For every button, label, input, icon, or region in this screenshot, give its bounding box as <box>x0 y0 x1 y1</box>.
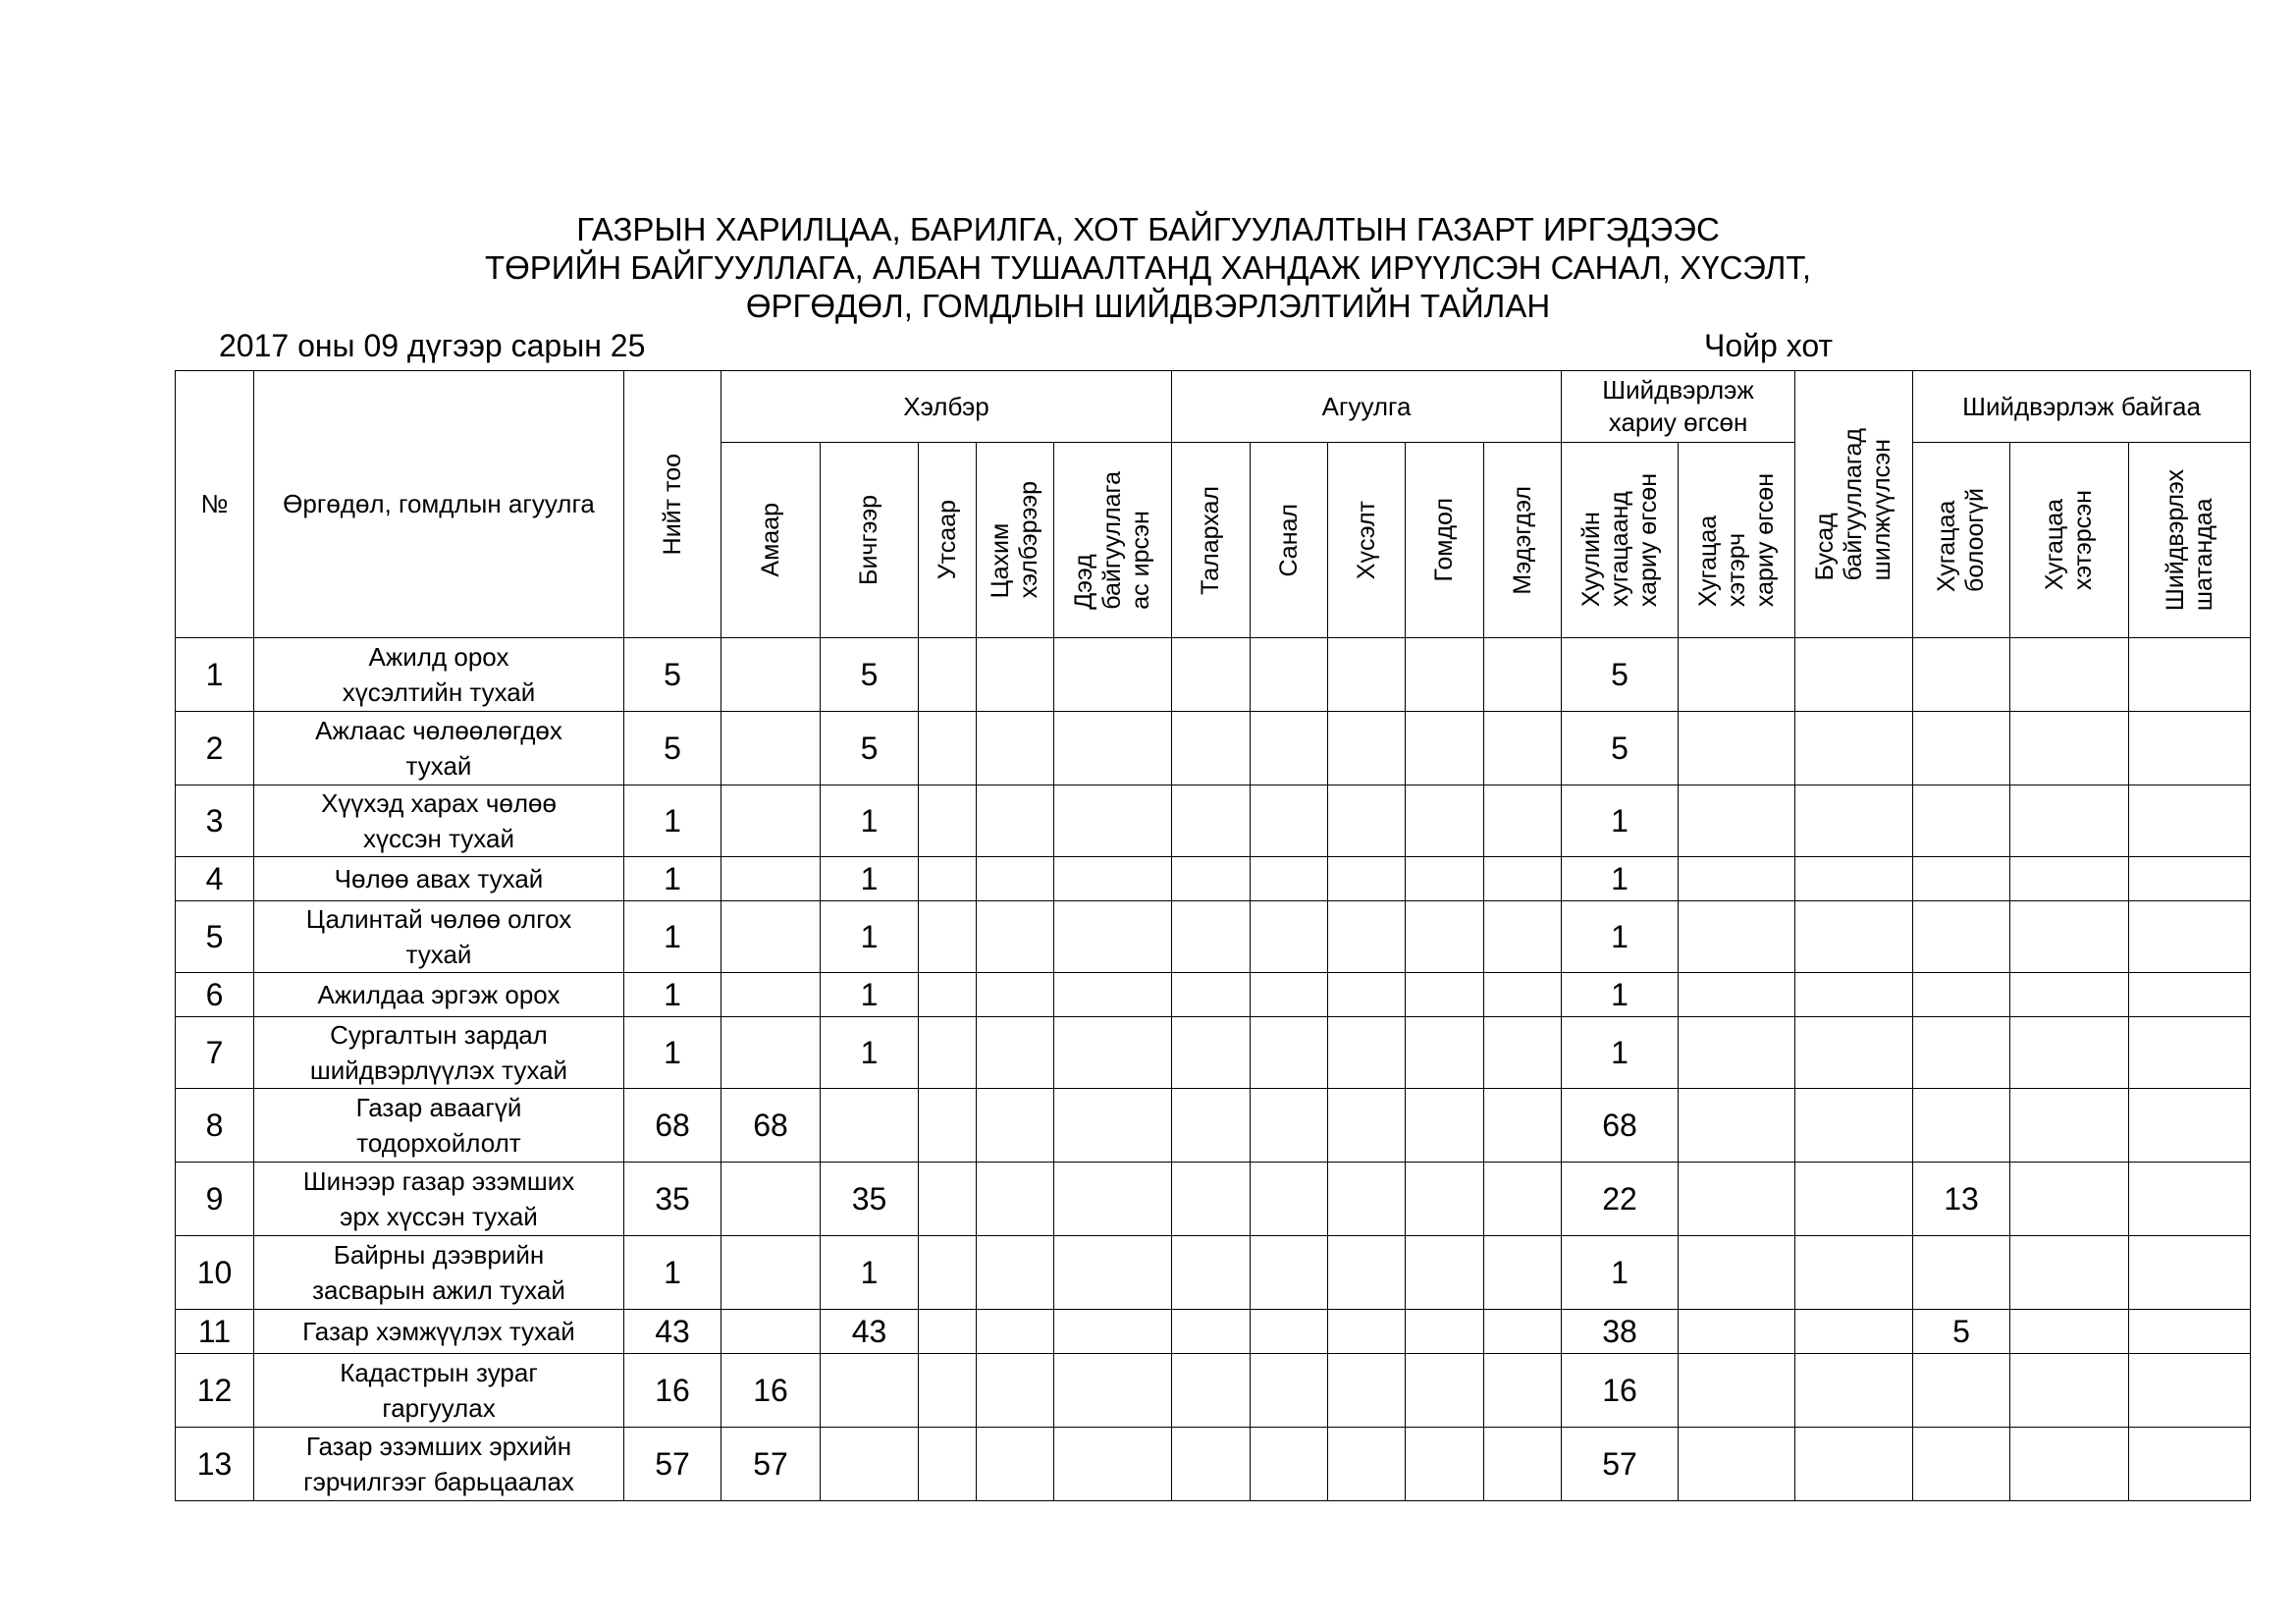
row-not-due: 13 <box>1913 1163 2010 1236</box>
table-row <box>176 785 2251 857</box>
empty-cell <box>1328 638 1406 712</box>
empty-cell <box>1251 712 1328 785</box>
header-resolved-group: Шийдвэрлэж хариу өгсөн <box>1562 371 1795 443</box>
empty-cell <box>919 1163 977 1236</box>
empty-cell <box>2129 1017 2251 1089</box>
empty-cell <box>1484 973 1562 1017</box>
empty-cell <box>1484 857 1562 901</box>
empty-cell <box>977 857 1054 901</box>
empty-cell <box>1172 712 1251 785</box>
row-description: Газар хэмжүүлэх тухай <box>254 1310 624 1354</box>
table-row <box>176 1017 2251 1089</box>
empty-cell <box>1054 1310 1172 1354</box>
header-form-group: Хэлбэр <box>721 371 1172 443</box>
header-total-label: Нийт тоо <box>658 453 686 556</box>
empty-cell <box>2010 1310 2129 1354</box>
empty-cell <box>1484 712 1562 785</box>
empty-cell <box>1172 1017 1251 1089</box>
empty-cell <box>1172 785 1251 857</box>
title-line-2: ТӨРИЙН БАЙГУУЛЛАГА, АЛБАН ТУШААЛТАНД ХАНДАЖ ИРҮҮЛСЭН САНАЛ, ХҮСЭЛТ, <box>484 249 1812 286</box>
empty-cell <box>2129 1089 2251 1163</box>
row-written: 1 <box>821 901 919 973</box>
empty-cell <box>1795 1017 1913 1089</box>
empty-cell <box>1172 901 1251 973</box>
empty-cell <box>1172 857 1251 901</box>
empty-cell <box>977 1089 1054 1163</box>
empty-cell <box>1484 901 1562 973</box>
row-oral <box>721 785 821 857</box>
empty-cell <box>1251 1354 1328 1428</box>
empty-cell <box>977 1163 1054 1236</box>
report-city: Чойр хот <box>1704 328 1834 363</box>
empty-cell <box>919 857 977 901</box>
empty-cell <box>1406 1236 1484 1310</box>
table-row <box>176 1310 2251 1354</box>
empty-cell <box>2129 1236 2251 1310</box>
table-row <box>176 1089 2251 1163</box>
empty-cell <box>1679 712 1795 785</box>
empty-cell <box>1406 1310 1484 1354</box>
empty-cell <box>2010 1089 2129 1163</box>
row-description: Цалинтай чөлөө олгох тухай <box>254 901 624 973</box>
row-oral <box>721 712 821 785</box>
row-number: 2 <box>176 712 254 785</box>
empty-cell <box>2129 1428 2251 1501</box>
row-on-time: 1 <box>1562 857 1679 901</box>
empty-cell <box>1406 1017 1484 1089</box>
empty-cell <box>1679 1428 1795 1501</box>
empty-cell <box>1054 1017 1172 1089</box>
header-content-group: Агуулга <box>1172 371 1562 443</box>
empty-cell <box>1795 1163 1913 1236</box>
empty-cell <box>1328 973 1406 1017</box>
empty-cell <box>1328 1428 1406 1501</box>
title-line-1: ГАЗРЫН ХАРИЛЦАА, БАРИЛГА, ХОТ БАЙГУУЛАЛТЫН ГАЗАРТ ИРГЭДЭЭС <box>576 211 1720 247</box>
empty-cell <box>977 1354 1054 1428</box>
empty-cell <box>977 712 1054 785</box>
empty-cell <box>1795 1089 1913 1163</box>
row-number: 5 <box>176 901 254 973</box>
empty-cell <box>919 712 977 785</box>
empty-cell <box>977 973 1054 1017</box>
row-total: 1 <box>624 857 721 901</box>
empty-cell <box>1795 638 1913 712</box>
empty-cell <box>1054 1163 1172 1236</box>
empty-cell <box>919 1310 977 1354</box>
empty-cell <box>1679 857 1795 901</box>
row-total: 1 <box>624 901 721 973</box>
row-total: 1 <box>624 1017 721 1089</box>
row-not-due: 5 <box>1913 1310 2010 1354</box>
row-not-due <box>1913 638 2010 712</box>
row-on-time: 1 <box>1562 901 1679 973</box>
empty-cell <box>1679 973 1795 1017</box>
row-number: 9 <box>176 1163 254 1236</box>
empty-cell <box>1795 1428 1913 1501</box>
empty-cell <box>1251 973 1328 1017</box>
row-written <box>821 1354 919 1428</box>
empty-cell <box>2010 857 2129 901</box>
row-not-due <box>1913 1428 2010 1501</box>
empty-cell <box>1484 785 1562 857</box>
header-total <box>624 371 721 638</box>
empty-cell <box>2129 638 2251 712</box>
row-number: 1 <box>176 638 254 712</box>
empty-cell <box>2010 1428 2129 1501</box>
row-total: 5 <box>624 712 721 785</box>
row-on-time: 38 <box>1562 1310 1679 1354</box>
empty-cell <box>1251 857 1328 901</box>
row-written: 5 <box>821 638 919 712</box>
empty-cell <box>2010 973 2129 1017</box>
header-electronic: Цахим хэлбэрээр <box>977 443 1054 638</box>
table-row <box>176 1428 2251 1501</box>
empty-cell <box>1679 901 1795 973</box>
empty-cell <box>1328 1089 1406 1163</box>
row-on-time: 1 <box>1562 973 1679 1017</box>
table-row <box>176 973 2251 1017</box>
empty-cell <box>1484 1017 1562 1089</box>
header-proposal: Санал <box>1251 443 1328 638</box>
empty-cell <box>1054 973 1172 1017</box>
row-not-due <box>1913 1236 2010 1310</box>
row-total: 68 <box>624 1089 721 1163</box>
header-not-due: Хугацаа болоогүй <box>1913 443 2010 638</box>
table-row <box>176 1163 2251 1236</box>
row-not-due <box>1913 1017 2010 1089</box>
empty-cell <box>2010 1017 2129 1089</box>
empty-cell <box>1406 1163 1484 1236</box>
table-row <box>176 1354 2251 1428</box>
row-written: 1 <box>821 1017 919 1089</box>
row-on-time: 68 <box>1562 1089 1679 1163</box>
header-transferred-label: Бусад байгууллагад шилжүүлсэн <box>1811 427 1896 581</box>
empty-cell <box>1679 638 1795 712</box>
empty-cell <box>2010 1163 2129 1236</box>
empty-cell <box>919 901 977 973</box>
row-description: Ажлаас чөлөөлөгдөх тухай <box>254 712 624 785</box>
empty-cell <box>1406 785 1484 857</box>
row-number: 4 <box>176 857 254 901</box>
empty-cell <box>1251 901 1328 973</box>
row-not-due <box>1913 712 2010 785</box>
empty-cell <box>1172 1428 1251 1501</box>
empty-cell <box>977 638 1054 712</box>
empty-cell <box>1054 1354 1172 1428</box>
row-total: 1 <box>624 1236 721 1310</box>
empty-cell <box>977 1310 1054 1354</box>
empty-cell <box>2129 901 2251 973</box>
row-total: 5 <box>624 638 721 712</box>
empty-cell <box>1251 1428 1328 1501</box>
header-higher-org: Дээд байгууллага ас ирсэн <box>1054 443 1172 638</box>
row-number: 12 <box>176 1354 254 1428</box>
row-on-time: 5 <box>1562 638 1679 712</box>
row-description: Газар аваагүй тодорхойлолт <box>254 1089 624 1163</box>
header-complaint: Гомдол <box>1406 443 1484 638</box>
empty-cell <box>1251 1017 1328 1089</box>
empty-cell <box>1054 1236 1172 1310</box>
header-content: Өргөдөл, гомдлын агуулга <box>254 371 624 638</box>
empty-cell <box>2129 1354 2251 1428</box>
empty-cell <box>1484 1428 1562 1501</box>
empty-cell <box>1795 712 1913 785</box>
header-notice: Мэдэгдэл <box>1484 443 1562 638</box>
row-description: Ажилд орох хүсэлтийн тухай <box>254 638 624 712</box>
empty-cell <box>1328 1017 1406 1089</box>
row-not-due <box>1913 1354 2010 1428</box>
row-number: 11 <box>176 1310 254 1354</box>
row-not-due <box>1913 785 2010 857</box>
row-written: 1 <box>821 973 919 1017</box>
row-number: 10 <box>176 1236 254 1310</box>
empty-cell <box>919 1089 977 1163</box>
empty-cell <box>1679 785 1795 857</box>
empty-cell <box>1484 1163 1562 1236</box>
row-total: 16 <box>624 1354 721 1428</box>
empty-cell <box>1251 638 1328 712</box>
row-oral: 16 <box>721 1354 821 1428</box>
empty-cell <box>977 785 1054 857</box>
empty-cell <box>919 1017 977 1089</box>
empty-cell <box>1406 638 1484 712</box>
empty-cell <box>2129 857 2251 901</box>
empty-cell <box>1054 638 1172 712</box>
empty-cell <box>1406 857 1484 901</box>
empty-cell <box>1054 785 1172 857</box>
row-on-time: 57 <box>1562 1428 1679 1501</box>
header-overdue-answered: Хугацаа хэтэрч хариу өгсөн <box>1679 443 1795 638</box>
empty-cell <box>1679 1163 1795 1236</box>
row-description: Байрны дээврийн засварын ажил тухай <box>254 1236 624 1310</box>
table-row <box>176 1236 2251 1310</box>
row-oral <box>721 857 821 901</box>
empty-cell <box>2010 638 2129 712</box>
empty-cell <box>1328 1354 1406 1428</box>
empty-cell <box>919 1354 977 1428</box>
header-in-progress: Шийдвэрлэх шатандаа <box>2129 443 2251 638</box>
empty-cell <box>2129 712 2251 785</box>
row-written: 1 <box>821 1236 919 1310</box>
empty-cell <box>1172 1310 1251 1354</box>
row-on-time: 1 <box>1562 1017 1679 1089</box>
empty-cell <box>1251 1089 1328 1163</box>
header-transferred <box>1795 371 1913 638</box>
row-description: Ажилдаа эргэж орох <box>254 973 624 1017</box>
row-number: 13 <box>176 1428 254 1501</box>
empty-cell <box>2010 901 2129 973</box>
empty-cell <box>1679 1089 1795 1163</box>
empty-cell <box>1328 712 1406 785</box>
empty-cell <box>1484 1310 1562 1354</box>
row-not-due <box>1913 1089 2010 1163</box>
row-oral <box>721 1310 821 1354</box>
row-oral: 68 <box>721 1089 821 1163</box>
empty-cell <box>977 1017 1054 1089</box>
row-written: 43 <box>821 1310 919 1354</box>
row-on-time: 5 <box>1562 712 1679 785</box>
empty-cell <box>2129 973 2251 1017</box>
row-written: 1 <box>821 857 919 901</box>
empty-cell <box>1054 712 1172 785</box>
empty-cell <box>919 785 977 857</box>
row-not-due <box>1913 973 2010 1017</box>
header-overdue: Хугацаа хэтэрсэн <box>2010 443 2129 638</box>
row-written <box>821 1428 919 1501</box>
empty-cell <box>1251 1236 1328 1310</box>
row-total: 57 <box>624 1428 721 1501</box>
row-oral: 57 <box>721 1428 821 1501</box>
empty-cell <box>1328 785 1406 857</box>
empty-cell <box>1484 1236 1562 1310</box>
empty-cell <box>1484 1089 1562 1163</box>
row-on-time: 1 <box>1562 785 1679 857</box>
empty-cell <box>1328 901 1406 973</box>
empty-cell <box>1054 1089 1172 1163</box>
row-written: 5 <box>821 712 919 785</box>
empty-cell <box>1406 1354 1484 1428</box>
row-not-due <box>1913 901 2010 973</box>
empty-cell <box>1795 1354 1913 1428</box>
empty-cell <box>2010 712 2129 785</box>
row-total: 35 <box>624 1163 721 1236</box>
row-number: 6 <box>176 973 254 1017</box>
row-description: Хүүхэд харах чөлөө хүссэн тухай <box>254 785 624 857</box>
empty-cell <box>1054 901 1172 973</box>
row-oral <box>721 1017 821 1089</box>
empty-cell <box>1679 1236 1795 1310</box>
empty-cell <box>1172 1089 1251 1163</box>
row-on-time: 16 <box>1562 1354 1679 1428</box>
row-oral <box>721 638 821 712</box>
empty-cell <box>2010 785 2129 857</box>
table-body <box>176 638 2251 1501</box>
row-description: Кадастрын зураг гаргуулах <box>254 1354 624 1428</box>
row-on-time: 22 <box>1562 1163 1679 1236</box>
row-description: Чөлөө авах тухай <box>254 857 624 901</box>
header-written: Бичгээр <box>821 443 919 638</box>
header-oral: Амаар <box>721 443 821 638</box>
row-total: 1 <box>624 785 721 857</box>
table-row <box>176 712 2251 785</box>
empty-cell <box>1172 638 1251 712</box>
empty-cell <box>1795 1236 1913 1310</box>
row-not-due <box>1913 857 2010 901</box>
empty-cell <box>977 1428 1054 1501</box>
row-on-time: 1 <box>1562 1236 1679 1310</box>
table-row <box>176 638 2251 712</box>
report-table <box>175 370 2251 1501</box>
empty-cell <box>1484 638 1562 712</box>
empty-cell <box>1795 857 1913 901</box>
empty-cell <box>1172 1354 1251 1428</box>
empty-cell <box>1054 857 1172 901</box>
row-written: 1 <box>821 785 919 857</box>
empty-cell <box>919 973 977 1017</box>
empty-cell <box>1795 973 1913 1017</box>
report-title <box>0 210 2296 325</box>
empty-cell <box>1406 712 1484 785</box>
table-header <box>176 371 2251 638</box>
report-date: 2017 оны 09 дүгээр сарын 25 <box>219 328 646 363</box>
empty-cell <box>1795 1310 1913 1354</box>
table-row <box>176 857 2251 901</box>
empty-cell <box>1172 1163 1251 1236</box>
row-oral <box>721 901 821 973</box>
empty-cell <box>2129 1163 2251 1236</box>
empty-cell <box>1251 1163 1328 1236</box>
header-phone: Утсаар <box>919 443 977 638</box>
empty-cell <box>1484 1354 1562 1428</box>
empty-cell <box>977 1236 1054 1310</box>
header-no: № <box>176 371 254 638</box>
header-pending-group: Шийдвэрлэж байгаа <box>1913 371 2251 443</box>
empty-cell <box>2129 1310 2251 1354</box>
empty-cell <box>1172 1236 1251 1310</box>
row-oral <box>721 973 821 1017</box>
empty-cell <box>1054 1428 1172 1501</box>
empty-cell <box>1795 901 1913 973</box>
row-total: 43 <box>624 1310 721 1354</box>
row-oral <box>721 1163 821 1236</box>
empty-cell <box>1406 973 1484 1017</box>
empty-cell <box>1406 1428 1484 1501</box>
table-row <box>176 901 2251 973</box>
empty-cell <box>2010 1236 2129 1310</box>
row-number: 8 <box>176 1089 254 1163</box>
empty-cell <box>1679 1310 1795 1354</box>
empty-cell <box>919 1428 977 1501</box>
empty-cell <box>1406 901 1484 973</box>
row-number: 3 <box>176 785 254 857</box>
header-on-time: Хуулийн хугацаанд хариу өгсөн <box>1562 443 1679 638</box>
empty-cell <box>2010 1354 2129 1428</box>
empty-cell <box>1795 785 1913 857</box>
empty-cell <box>977 901 1054 973</box>
title-line-3: ӨРГӨДӨЛ, ГОМДЛЫН ШИЙДВЭРЛЭЛТИЙН ТАЙЛАН <box>745 288 1551 324</box>
empty-cell <box>1679 1354 1795 1428</box>
empty-cell <box>1328 857 1406 901</box>
row-description: Шинээр газар эзэмших эрх хүссэн тухай <box>254 1163 624 1236</box>
row-written: 35 <box>821 1163 919 1236</box>
header-request: Хүсэлт <box>1328 443 1406 638</box>
empty-cell <box>1172 973 1251 1017</box>
empty-cell <box>919 638 977 712</box>
header-gratitude: Талархал <box>1172 443 1251 638</box>
row-description: Газар эзэмших эрхийн гэрчилгээг барьцаалах <box>254 1428 624 1501</box>
empty-cell <box>919 1236 977 1310</box>
row-number: 7 <box>176 1017 254 1089</box>
row-total: 1 <box>624 973 721 1017</box>
empty-cell <box>1251 785 1328 857</box>
empty-cell <box>1328 1163 1406 1236</box>
empty-cell <box>1328 1236 1406 1310</box>
row-oral <box>721 1236 821 1310</box>
row-written <box>821 1089 919 1163</box>
empty-cell <box>1406 1089 1484 1163</box>
empty-cell <box>1251 1310 1328 1354</box>
empty-cell <box>1328 1310 1406 1354</box>
empty-cell <box>2129 785 2251 857</box>
row-description: Сургалтын зардал шийдвэрлүүлэх тухай <box>254 1017 624 1089</box>
empty-cell <box>1679 1017 1795 1089</box>
